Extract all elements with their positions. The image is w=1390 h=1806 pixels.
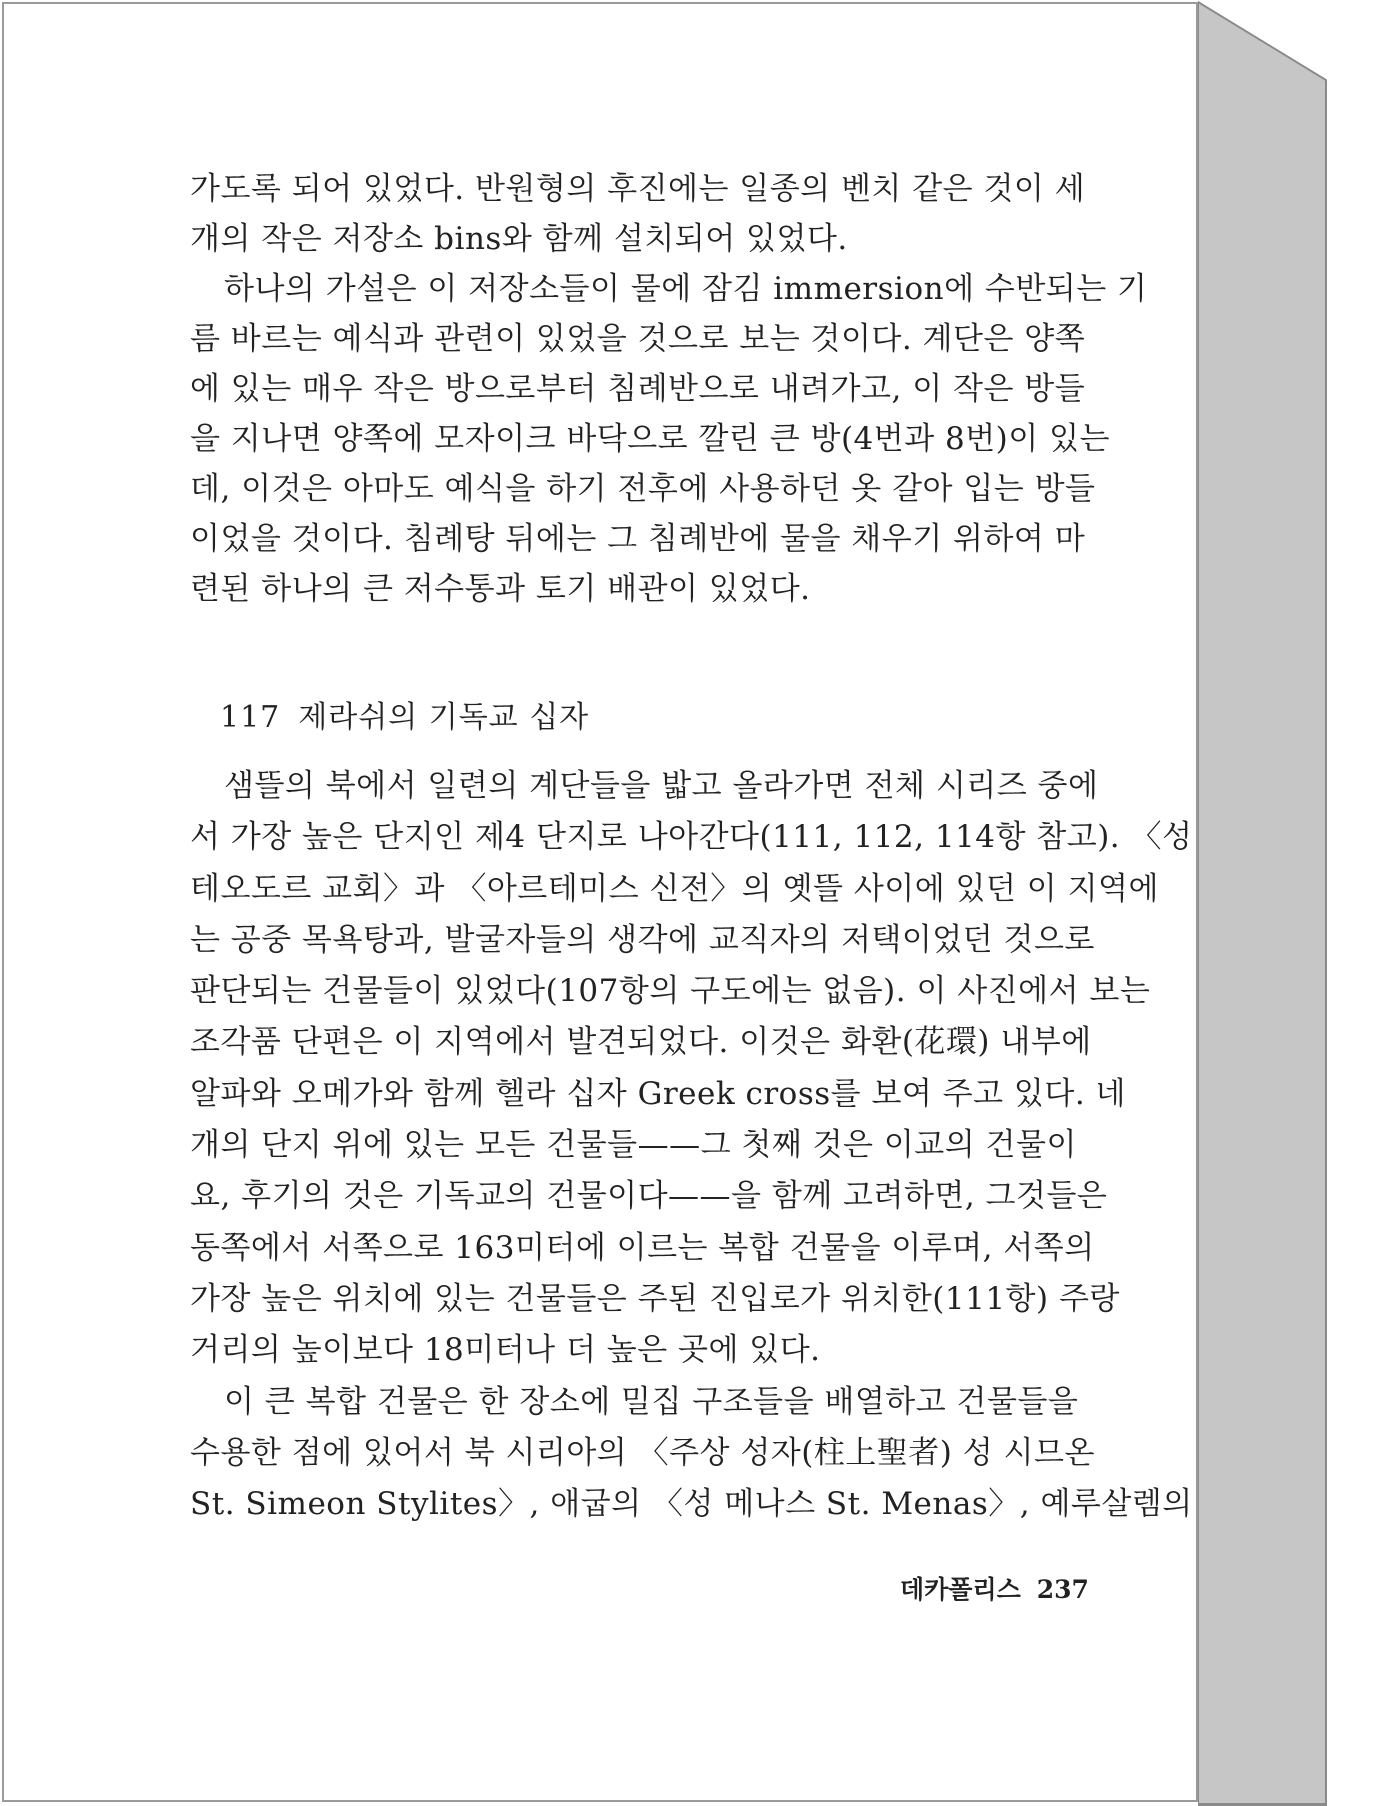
page-number: 237 xyxy=(1036,1575,1089,1604)
text-line: 요, 후기의 것은 기독교의 건물이다——을 함께 고려하면, 그것들은 xyxy=(190,1178,1108,1215)
text-line: 서 가장 높은 단지인 제4 단지로 나아간다(111, 112, 114항 참고). 〈성 xyxy=(190,819,1193,856)
text-line: 는 공중 목욕탕과, 발굴자들의 생각에 교직자의 저택이었던 것으로 xyxy=(190,921,1095,958)
section-heading xyxy=(220,692,589,736)
text-line: 거리의 높이보다 18미터나 더 높은 곳에 있다. xyxy=(190,1332,821,1369)
body-text-section-2 xyxy=(190,761,1193,1530)
text-line: 름 바르는 예식과 관련이 있었을 것으로 보는 것이다. 계단은 양쪽 xyxy=(190,321,1086,357)
running-title: 데카폴리스 xyxy=(900,1575,1021,1604)
book-page xyxy=(2,2,1198,1802)
text-line: St. Simeon Stylites〉, 애굽의 〈성 메나스 St. Menas〉, 예루살렘의 xyxy=(190,1486,1193,1523)
text-line: 하나의 가설은 이 저장소들이 물에 잠김 immersion에 수반되는 기 xyxy=(224,271,1148,307)
text-line: 알파와 오메가와 함께 헬라 십자 Greek cross를 보여 주고 있다. 네 xyxy=(190,1075,1126,1112)
text-line: 개의 단지 위에 있는 모든 건물들——그 첫째 것은 이교의 건물이 xyxy=(190,1127,1077,1164)
text-line: 이었을 것이다. 침례탕 뒤에는 그 침례반에 물을 채우기 위하여 마 xyxy=(190,521,1086,557)
body-text-section-1 xyxy=(190,164,1148,614)
book-edge-face xyxy=(1198,2,1326,1806)
text-line: 개의 작은 저장소 bins와 함께 설치되어 있었다. xyxy=(190,221,848,257)
text-line: 련된 하나의 큰 저수통과 토기 배관이 있었다. xyxy=(190,571,811,607)
text-line: 가장 높은 위치에 있는 건물들은 주된 진입로가 위치한(111항) 주랑 xyxy=(190,1280,1120,1317)
text-line: 조각품 단편은 이 지역에서 발견되었다. 이것은 화환(花環) 내부에 xyxy=(190,1024,1092,1061)
text-line: 이 큰 복합 건물은 한 장소에 밀집 구조들을 배열하고 건물들을 xyxy=(224,1383,1079,1420)
section-title: 제라쉬의 기독교 십자 xyxy=(298,700,590,735)
text-line: 수용한 점에 있어서 북 시리아의 〈주상 성자(柱上聖者) 성 시므온 xyxy=(190,1434,1095,1471)
text-line: 동쪽에서 서쪽으로 163미터에 이르는 복합 건물을 이루며, 서쪽의 xyxy=(190,1229,1095,1266)
text-line: 을 지나면 양쪽에 모자이크 바닥으로 깔린 큰 방(4번과 8번)이 있는 xyxy=(190,421,1110,457)
text-line: 테오도르 교회〉과 〈아르테미스 신전〉의 옛뜰 사이에 있던 이 지역에 xyxy=(190,870,1159,907)
text-line: 데, 이것은 아마도 예식을 하기 전후에 사용하던 옷 갈아 입는 방들 xyxy=(190,471,1096,507)
text-line: 에 있는 매우 작은 방으로부터 침례반으로 내려가고, 이 작은 방들 xyxy=(190,371,1086,407)
book-edge xyxy=(1198,0,1390,1806)
text-line: 판단되는 건물들이 있었다(107항의 구도에는 없음). 이 사진에서 보는 xyxy=(190,973,1151,1010)
section-number: 117 xyxy=(220,700,281,735)
text-line: 가도록 되어 있었다. 반원형의 후진에는 일종의 벤치 같은 것이 세 xyxy=(190,171,1086,207)
page-footer xyxy=(900,1570,1089,1606)
text-line: 샘뜰의 북에서 일련의 계단들을 밟고 올라가면 전체 시리즈 중에 xyxy=(224,768,1099,804)
